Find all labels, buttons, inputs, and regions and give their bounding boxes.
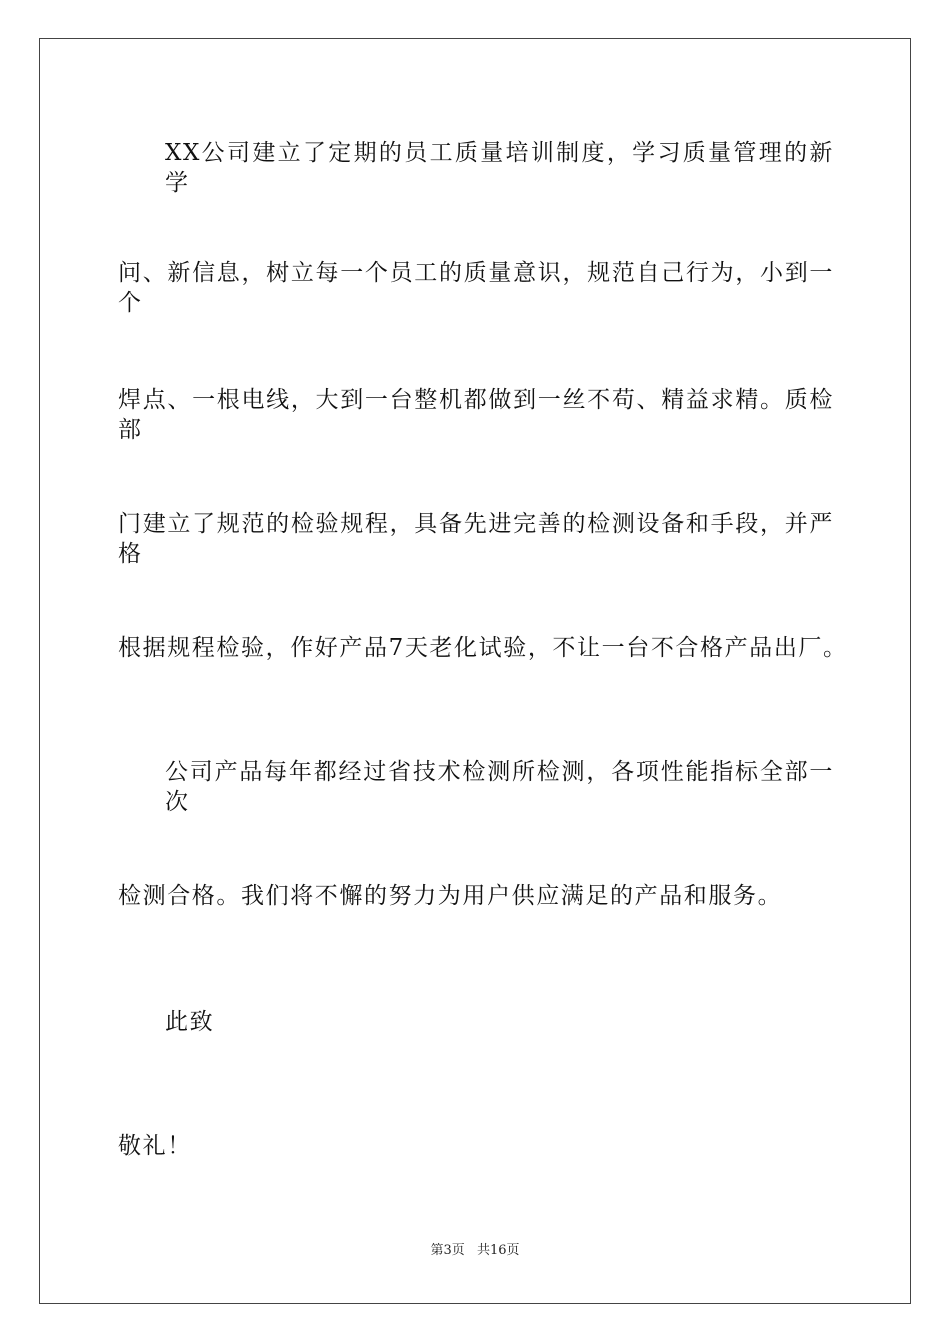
paragraph-2-line-2: 检测合格。我们将不懈的努力为用户供应满足的产品和服务。 [118, 883, 783, 909]
page-number: 第3页 [430, 1243, 465, 1258]
closing-text: 此致 [165, 1009, 215, 1035]
paragraph-1-line-2: 问、新信息，树立每一个员工的质量意识，规范自己行为，小到一个 [118, 260, 834, 316]
page-footer [0, 1243, 950, 1259]
page-total: 共16页 [476, 1243, 520, 1258]
paragraph-2-line-1: 公司产品每年都经过省技术检测所检测，各项性能指标全部一次 [165, 759, 834, 815]
salutation-text: 敬礼！ [118, 1133, 192, 1159]
page-border [39, 38, 911, 1304]
paragraph-1-line-1: XX公司建立了定期的员工质量培训制度，学习质量管理的新学 [165, 140, 834, 196]
paragraph-1-line-5: 根据规程检验，作好产品7天老化试验，不让一台不合格产品出厂。 [118, 635, 848, 661]
paragraph-1-line-3: 焊点、一根电线，大到一台整机都做到一丝不苟、精益求精。质检部 [118, 387, 834, 443]
paragraph-1-line-4: 门建立了规范的检验规程，具备先进完善的检测设备和手段，并严格 [118, 511, 834, 567]
